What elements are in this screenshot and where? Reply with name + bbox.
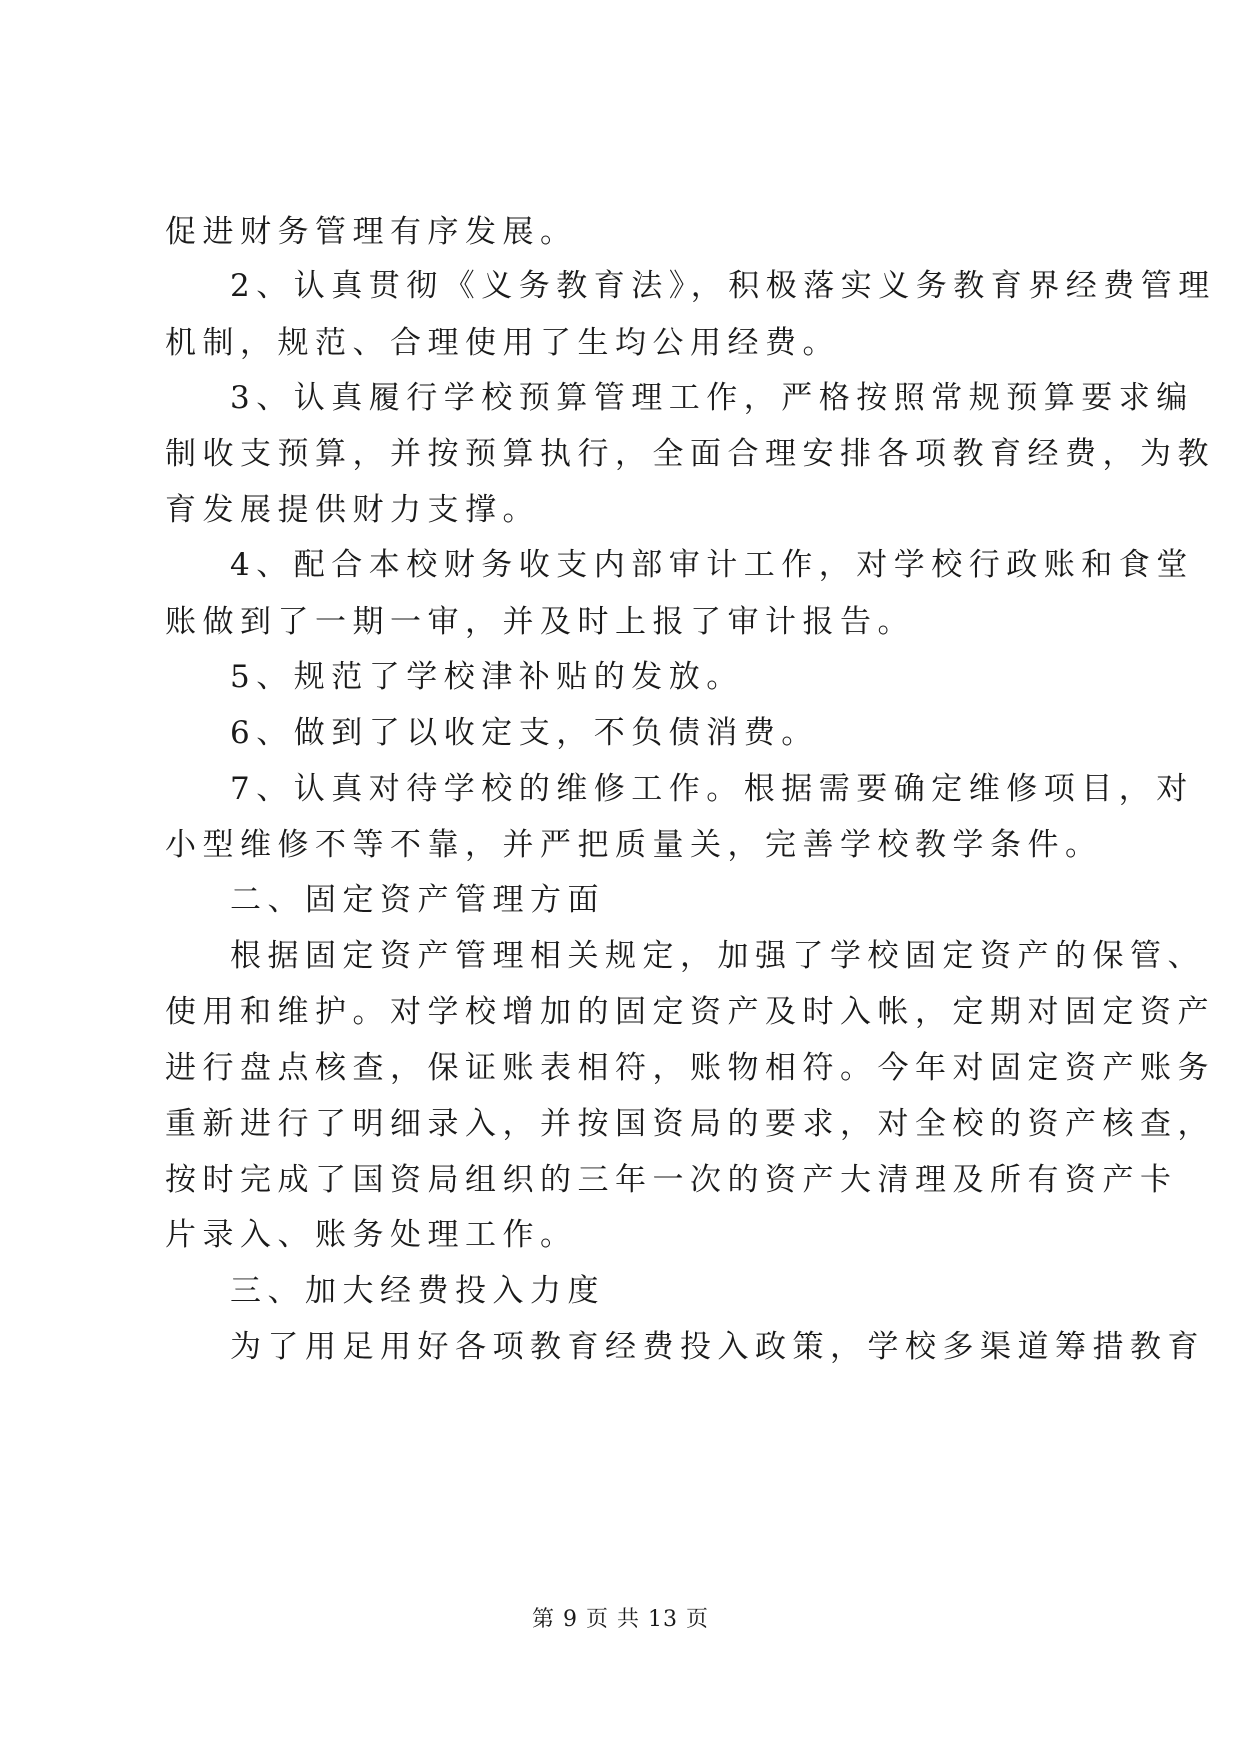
text-line: 7、认真对待学校的维修工作。根据需要确定维修项目，对 <box>230 771 1194 807</box>
text-line: 制收支预算，并按预算执行，全面合理安排各项教育经费，为教 <box>165 436 1215 472</box>
text-line: 使用和维护。对学校增加的固定资产及时入帐，定期对固定资产 <box>165 994 1215 1030</box>
section-heading: 三、加大经费投入力度 <box>230 1273 605 1309</box>
text-line: 机制，规范、合理使用了生均公用经费。 <box>165 325 840 361</box>
text-line: 根据固定资产管理相关规定，加强了学校固定资产的保管、 <box>230 938 1205 974</box>
text-line: 育发展提供财力支撑。 <box>165 492 540 528</box>
text-line: 进行盘点核查，保证账表相符，账物相符。今年对固定资产账务 <box>165 1050 1215 1086</box>
text-line: 2、认真贯彻《义务教育法》，积极落实义务教育界经费管理 <box>230 268 1216 304</box>
text-line: 账做到了一期一审，并及时上报了审计报告。 <box>165 604 915 640</box>
text-line: 4、配合本校财务收支内部审计工作，对学校行政账和食堂 <box>230 547 1194 583</box>
text-line: 片录入、账务处理工作。 <box>165 1217 578 1253</box>
text-line: 促进财务管理有序发展。 <box>165 214 578 250</box>
text-line: 小型维修不等不靠，并严把质量关，完善学校教学条件。 <box>165 827 1103 863</box>
text-line: 6、做到了以收定支，不负债消费。 <box>230 715 819 751</box>
text-line: 重新进行了明细录入，并按国资局的要求，对全校的资产核查， <box>165 1106 1215 1142</box>
page-number: 第 9 页 共 13 页 <box>532 1607 709 1632</box>
text-line: 3、认真履行学校预算管理工作，严格按照常规预算要求编 <box>230 380 1194 416</box>
text-line: 为了用足用好各项教育经费投入政策，学校多渠道筹措教育 <box>230 1329 1205 1365</box>
text-line: 5、规范了学校津补贴的发放。 <box>230 659 744 695</box>
text-line: 按时完成了国资局组织的三年一次的资产大清理及所有资产卡 <box>165 1162 1178 1198</box>
section-heading: 二、固定资产管理方面 <box>230 882 605 918</box>
